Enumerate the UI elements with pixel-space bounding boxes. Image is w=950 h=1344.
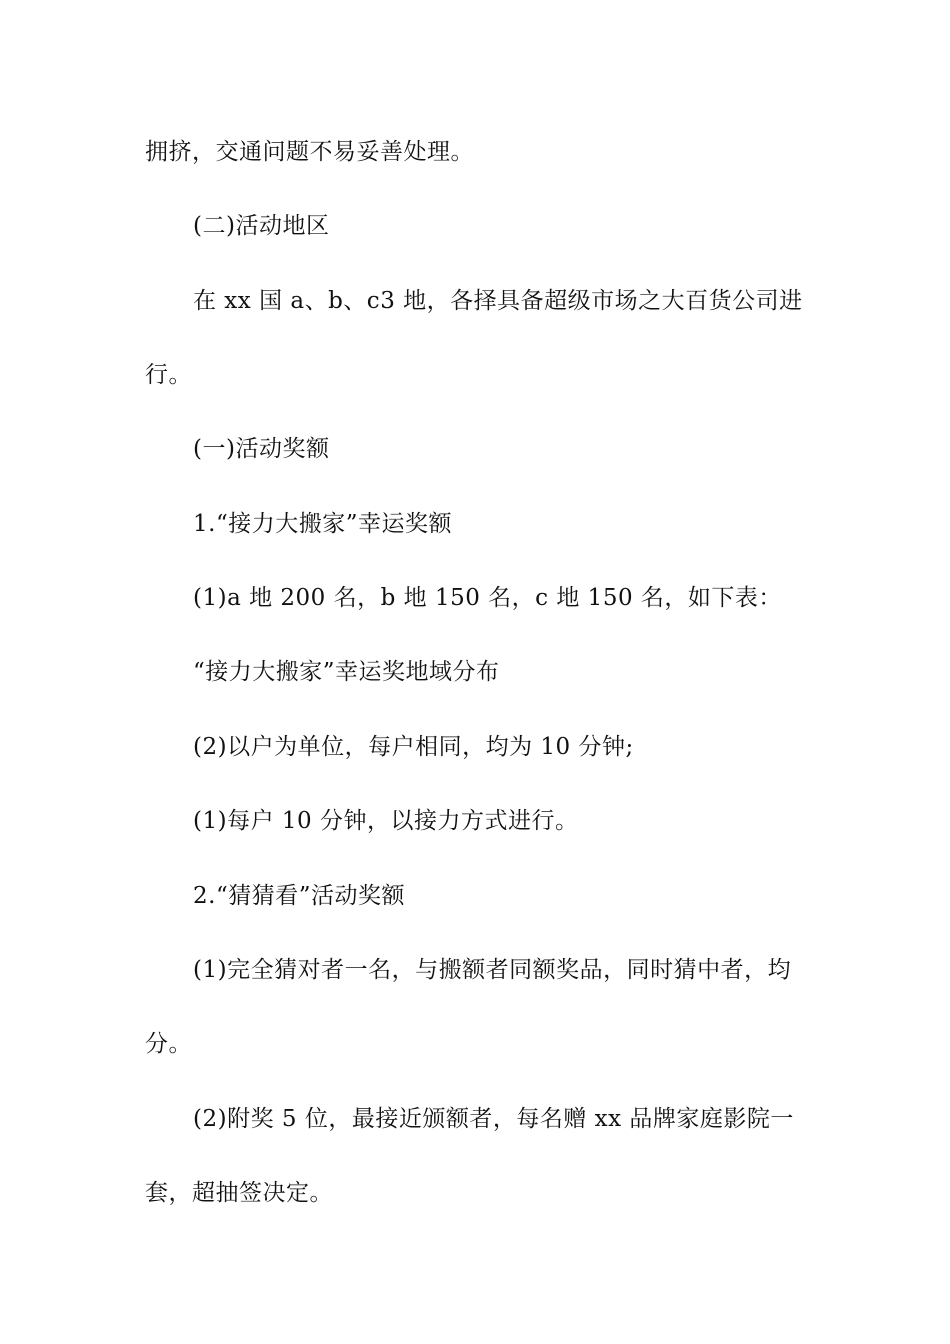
paragraph-line-continuation: 拥挤，交通问题不易妥善处理。 xyxy=(145,139,474,165)
paragraph-line-area-description: 在 xx 国 a、b、c3 地，各择具备超级市场之大百货公司进 xyxy=(193,288,803,314)
table-caption-prize-distribution: “接力大搬家”幸运奖地域分布 xyxy=(193,659,500,685)
section-heading-activity-area: (二)活动地区 xyxy=(193,213,330,239)
list-item-per-household: (2)以户为单位，每户相同，均为 10 分钟; xyxy=(193,734,634,760)
subheading-relay-moving-prize: 1.“接力大搬家”幸运奖额 xyxy=(193,511,452,537)
list-item-relay-method: (1)每户 10 分钟，以接力方式进行。 xyxy=(193,808,579,834)
section-heading-prize-amount: (一)活动奖额 xyxy=(193,436,330,462)
paragraph-line-area-continuation: 行。 xyxy=(145,362,192,388)
list-item-consolation-prize: (2)附奖 5 位，最接近颁额者，每名赠 xx 品牌家庭影院一 xyxy=(193,1106,794,1132)
list-item-region-quota: (1)a 地 200 名，b 地 150 名，c 地 150 名，如下表： xyxy=(193,585,782,611)
list-item-consolation-continuation: 套，超抽签决定。 xyxy=(145,1180,333,1206)
list-item-exact-guess-continuation: 分。 xyxy=(145,1031,192,1057)
subheading-guess-prize: 2.“猜猜看”活动奖额 xyxy=(193,883,405,909)
list-item-exact-guess: (1)完全猜对者一名，与搬额者同额奖品，同时猜中者，均 xyxy=(193,957,792,983)
